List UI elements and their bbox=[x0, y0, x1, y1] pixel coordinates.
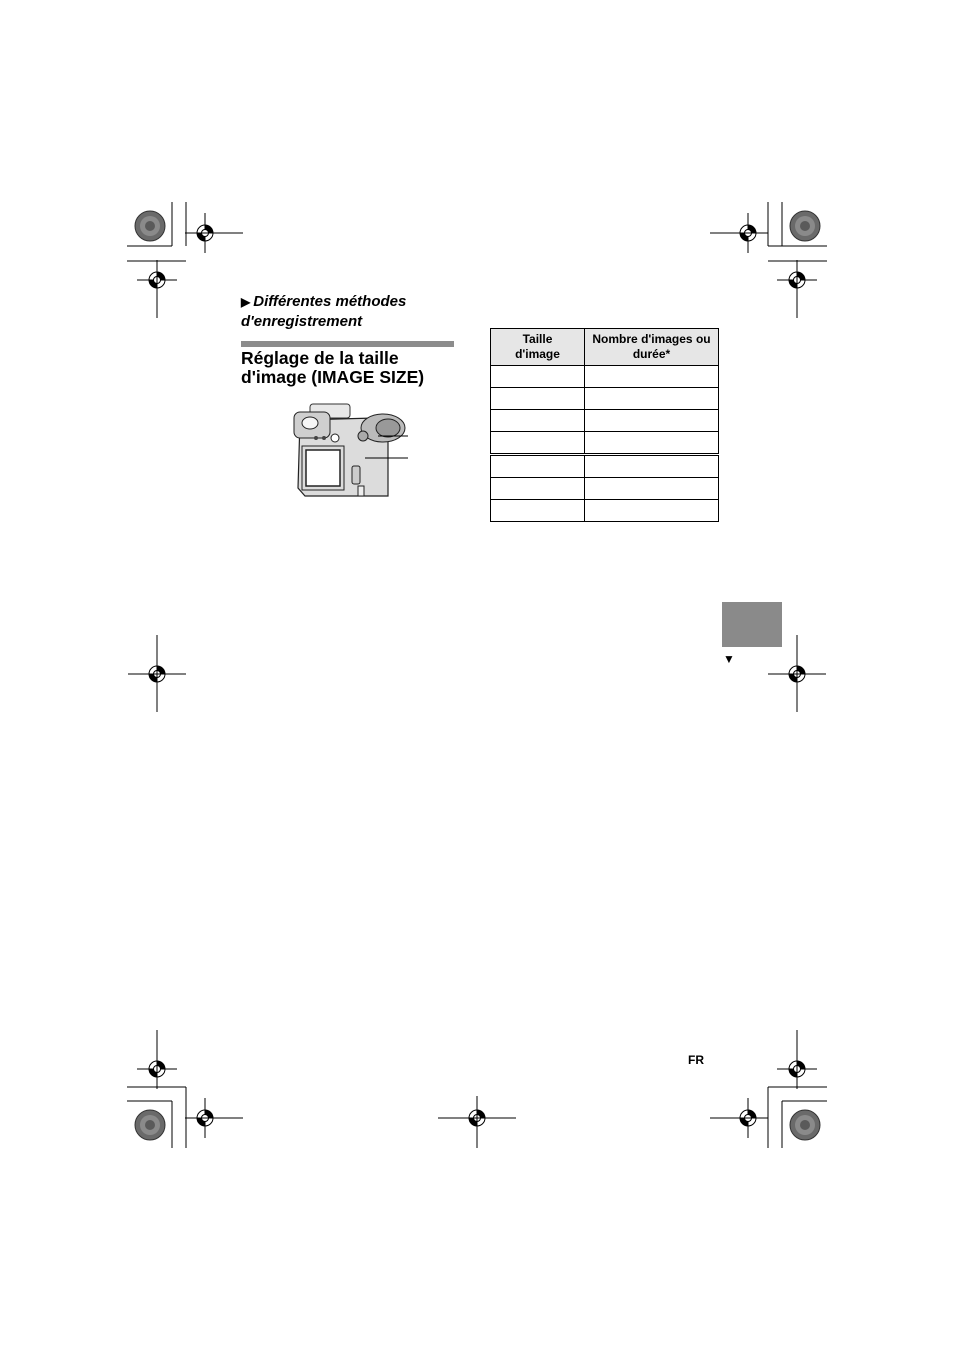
page-title-line1: Réglage de la taille bbox=[241, 348, 399, 368]
column-header-count: Nombre d'images ou durée* bbox=[585, 329, 719, 366]
section-arrow-icon: ▶ bbox=[241, 295, 251, 309]
table-cell bbox=[491, 410, 585, 432]
section-heading-line1: Différentes méthodes bbox=[253, 293, 407, 310]
table-row bbox=[491, 455, 719, 478]
table-row bbox=[491, 500, 719, 522]
color-target-icon bbox=[135, 1110, 165, 1140]
color-target-icon bbox=[790, 1110, 820, 1140]
table-row bbox=[491, 478, 719, 500]
table-row bbox=[491, 410, 719, 432]
table-row bbox=[491, 432, 719, 455]
table-cell bbox=[585, 410, 719, 432]
table-cell bbox=[491, 366, 585, 388]
camera-illustration bbox=[280, 398, 415, 508]
image-size-table bbox=[490, 328, 719, 522]
table-cell bbox=[491, 500, 585, 522]
column-header-size: Taille d'image bbox=[491, 329, 585, 366]
table-cell bbox=[585, 366, 719, 388]
table-cell bbox=[585, 455, 719, 478]
continue-arrow-icon: ▼ bbox=[723, 652, 735, 666]
table-cell bbox=[491, 455, 585, 478]
table-row bbox=[491, 388, 719, 410]
table-cell bbox=[585, 432, 719, 455]
table-cell bbox=[491, 432, 585, 455]
table-row bbox=[491, 366, 719, 388]
title-divider bbox=[241, 341, 454, 347]
page-title-line2: d'image (IMAGE SIZE) bbox=[241, 367, 425, 387]
table-cell bbox=[491, 388, 585, 410]
language-code: FR bbox=[688, 1053, 704, 1067]
color-target-icon bbox=[135, 211, 165, 241]
page-title bbox=[241, 349, 481, 387]
table-cell bbox=[585, 388, 719, 410]
table-cell bbox=[585, 478, 719, 500]
chapter-side-tab bbox=[722, 602, 782, 647]
section-heading bbox=[241, 292, 471, 331]
table-header-row bbox=[491, 329, 719, 366]
section-heading-line2: d'enregistrement bbox=[241, 313, 363, 330]
table-cell bbox=[491, 478, 585, 500]
table-cell bbox=[585, 500, 719, 522]
color-target-icon bbox=[790, 211, 820, 241]
